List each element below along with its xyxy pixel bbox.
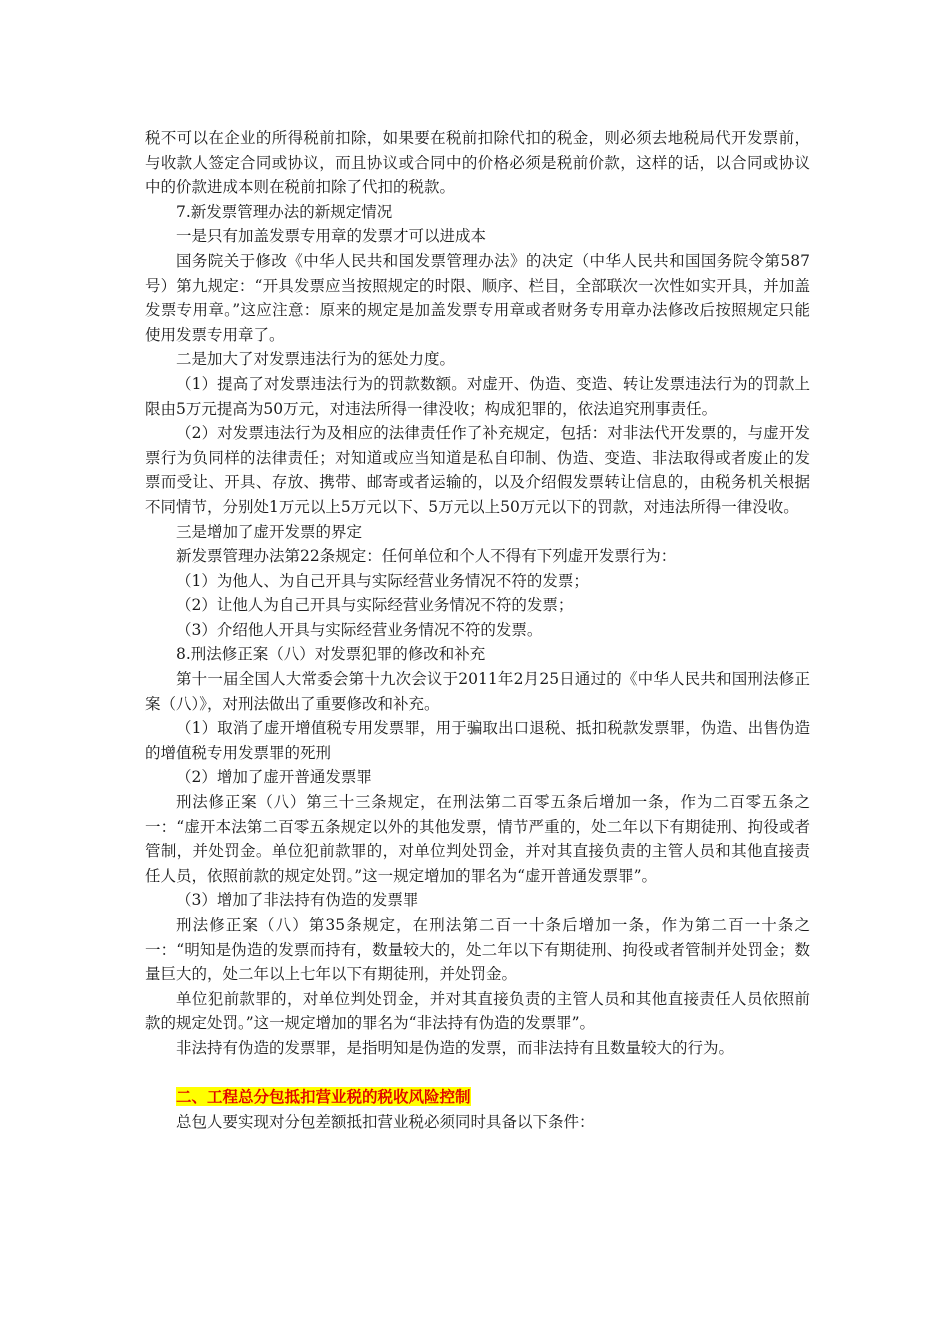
paragraph-unit-penalty: 单位犯前款罪的，对单位判处罚金，并对其直接负责的主管人员和其他直接责任人员依照前款的规定处罚。”这一规定增加的罪名为“非法持有伪造的发票罪”。	[145, 989, 810, 1033]
paragraph-article-22: 新发票管理办法第22条规定：任何单位和个人不得有下列虚开发票行为：	[176, 547, 677, 566]
paragraph-article-35: 刑法修正案（八）第35条规定，在刑法第二百一十条后增加一条，作为第二百一十条之一：“明知是伪造的发票而持有，数量较大的，处二年以下有期徒刑、拘役或者管制并处罚金；数量巨大的，处二年以上七年以下有期徒刑，并处罚金。	[145, 916, 810, 984]
paragraph-heading-8: 8.刑法修正案（八）对发票犯罪的修改和补充	[176, 645, 486, 664]
paragraph-decree: 国务院关于修改《中华人民共和国发票管理办法》的决定（中华人民共和国国务院令第587号）第九规定：“开具发票应当按照规定的时限、顺序、栏目，全部联次一次性如实开具，并加盖发票专用章。”这应注意：原来的规定是加盖发票专用章或者财务专用章办法修改后按照规定只能使用发票专用章了。	[145, 251, 810, 344]
blank-line	[145, 1061, 810, 1086]
paragraph-point-1: 一是只有加盖发票专用章的发票才可以进成本	[176, 227, 487, 246]
paragraph-heading-7: 7.新发票管理办法的新规定情况	[176, 202, 393, 221]
paragraph-amend-item-3: （3）增加了非法持有伪造的发票罪	[176, 891, 419, 910]
paragraph-list-2: （2）让他人为自己开具与实际经营业务情况不符的发票；	[176, 596, 574, 615]
paragraph-closing: 总包人要实现对分包差额抵扣营业税必须同时具备以下条件：	[176, 1112, 595, 1131]
paragraph-definition: 非法持有伪造的发票罪，是指明知是伪造的发票，而非法持有且数量较大的行为。	[176, 1038, 735, 1057]
paragraph-amendment: 第十一届全国人大常委会第十九次会议于2011年2月25日通过的《中华人民共和国刑法修正案（八）》，对刑法做出了重要修改和补充。	[145, 670, 810, 713]
section-heading-text: 二、工程总分包抵扣营业税的税收风险控制	[176, 1087, 471, 1107]
section-heading	[145, 1085, 810, 1110]
document-page	[145, 126, 810, 1134]
paragraph-item-1: （1）提高了对发票违法行为的罚款数额。对虚开、伪造、变造、转让发票违法行为的罚款上限由5万元提高为50万元，对违法所得一律没收；构成犯罪的，依法追究刑事责任。	[145, 374, 810, 418]
paragraph-point-2: 二是加大了对发票违法行为的惩处力度。	[176, 350, 456, 369]
paragraph-amend-item-1: （1）取消了虚开增值税专用发票罪，用于骗取出口退税、抵扣税款发票罪，伪造、出售伪造的增值税专用发票罪的死刑	[145, 719, 810, 762]
paragraph-item-2: （2）对发票违法行为及相应的法律责任作了补充规定，包括：对非法代开发票的，与虚开发票行为负同样的法律责任；对知道或应当知道是私自印制、伪造、变造、非法取得或者废止的发票而受让、开具、存放、携带、邮寄或者运输的，以及介绍假发票转让信息的，由税务机关根据不同情节，分别处1万元以上5万元以下、5万元以上50万元以下的罚款，对违法所得一律没收。	[145, 424, 810, 516]
paragraph-list-1: （1）为他人、为自己开具与实际经营业务情况不符的发票；	[176, 571, 589, 590]
paragraph-point-3: 三是增加了虚开发票的界定	[176, 522, 363, 541]
paragraph-continuation: 税不可以在企业的所得税前扣除，如果要在税前扣除代扣的税金，则必须去地税局代开发票前，与收款人签定合同或协议，而且协议或合同中的价格必须是税前价款，这样的话，以合同或协议中的价款进成本则在税前扣除了代扣的税款。	[145, 129, 810, 197]
paragraph-list-3: （3）介绍他人开具与实际经营业务情况不符的发票。	[176, 620, 543, 639]
paragraph-article-33: 刑法修正案（八）第三十三条规定，在刑法第二百零五条后增加一条，作为二百零五条之一：“虚开本法第二百零五条规定以外的其他发票，情节严重的，处二年以下有期徒刑、拘役或者管制，并处罚金。单位犯前款罪的，对单位判处罚金，并对其直接负责的主管人员和其他直接责任人员，依照前款的规定处罚。”这一规定增加的罪名为“虚开普通发票罪”。	[145, 793, 810, 885]
paragraph-amend-item-2: （2）增加了虚开普通发票罪	[176, 768, 372, 787]
